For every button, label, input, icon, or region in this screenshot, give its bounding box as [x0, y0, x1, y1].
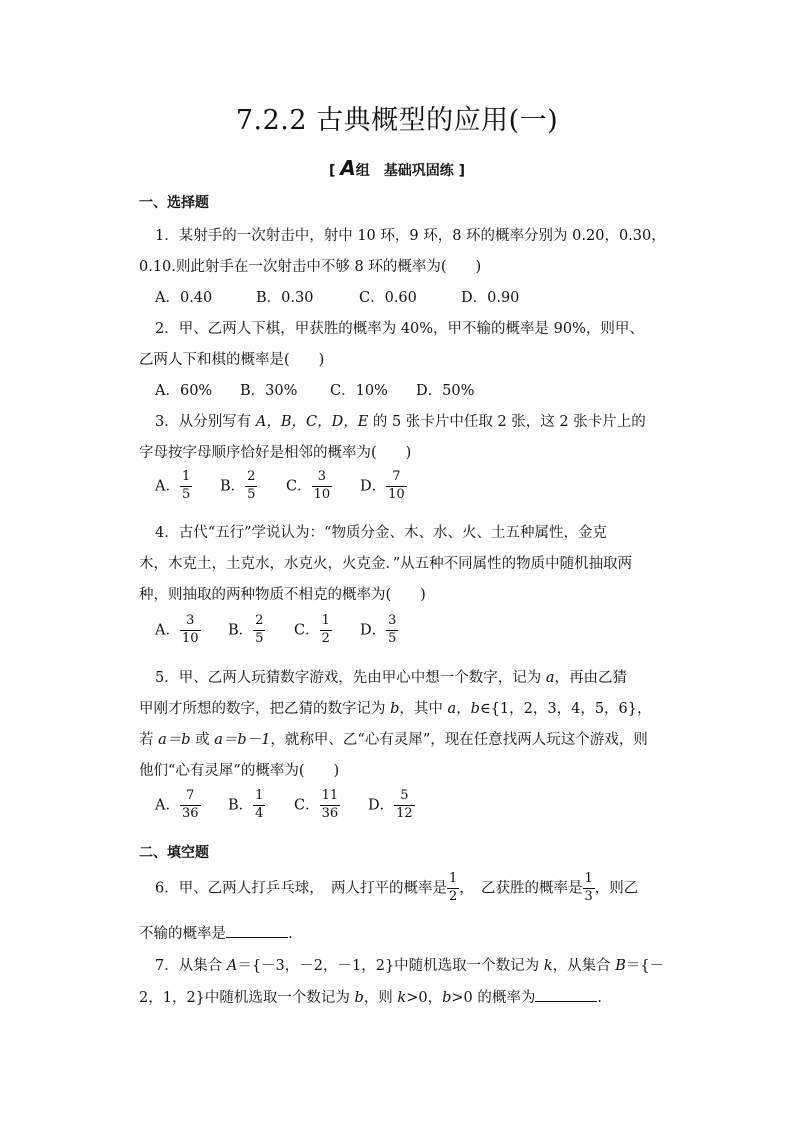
q5-eq-1: a＝b — [158, 732, 191, 748]
q6-period: . — [288, 926, 293, 942]
q4-option-c — [294, 614, 332, 647]
numerator: 3 — [386, 614, 398, 631]
q3-a-label: A． — [155, 478, 180, 495]
group-header — [0, 156, 794, 180]
q4-option-a — [155, 614, 201, 647]
q5-text-4: ，其中 — [399, 701, 448, 717]
denominator: 10 — [181, 630, 199, 646]
numerator: 5 — [394, 789, 415, 806]
q7-var-k: k — [543, 958, 553, 974]
q2-option-d: D．50% — [416, 383, 475, 399]
q5-var-b: b — [390, 701, 400, 717]
q6-text-3: ，则乙 — [594, 880, 639, 897]
q6-line1 — [155, 872, 638, 905]
numerator: 7 — [386, 470, 407, 487]
denominator: 5 — [388, 630, 397, 646]
numerator: 7 — [180, 789, 201, 806]
denominator: 2 — [321, 630, 330, 646]
q7-answer-blank[interactable] — [535, 989, 597, 1002]
q4-b-fraction — [253, 614, 265, 647]
denominator: 12 — [396, 805, 413, 821]
numerator: 2 — [245, 470, 257, 487]
q4-option-d — [360, 614, 398, 647]
q6-text-2: ， 乙获胜的概率是 — [459, 880, 583, 897]
denominator: 3 — [584, 888, 593, 904]
q6-text-4: 不输的概率是 — [139, 926, 226, 942]
q4-line3: 种，则抽取的两种物质不相克的概率为( ) — [139, 587, 426, 603]
q3-option-a — [155, 470, 192, 503]
q7-cond-k: k — [397, 990, 407, 1006]
q5-var-a: a — [545, 670, 555, 686]
q5-text-3: 甲刚才所想的数字，把乙猜的数字记为 — [139, 701, 391, 717]
numerator: 2 — [253, 614, 265, 631]
q5-b-fraction — [253, 789, 265, 822]
q5-vars-ab: a，b — [447, 701, 480, 717]
bracket-open: [ — [328, 163, 336, 179]
numerator: 11 — [320, 789, 341, 806]
denominator: 4 — [255, 805, 264, 821]
q7-text: 7．从集合 — [155, 958, 227, 974]
q7-line1 — [155, 954, 664, 975]
q7-text-6: ，则 — [363, 990, 398, 1006]
q5-option-a — [155, 789, 201, 822]
q7-text-4: ＝{－ — [625, 958, 665, 974]
q5-text: 5．甲、乙两人玩猜数字游戏，先由甲心中想一个数字，记为 — [155, 670, 546, 686]
q5-option-b — [228, 789, 265, 822]
q4-b-label: B． — [228, 622, 254, 639]
q5-line1 — [155, 666, 627, 687]
q3-line2: 字母按字母顺序恰好是相邻的概率为( ) — [139, 445, 412, 461]
q5-a-fraction — [180, 789, 201, 822]
q5-text-2: ，再由乙猜 — [554, 670, 627, 686]
q6-answer-blank[interactable] — [226, 925, 288, 938]
q3-b-fraction — [245, 470, 257, 503]
q2-option-b: B．30% — [240, 383, 298, 399]
q6-fraction-1 — [447, 872, 459, 905]
denominator: 36 — [181, 805, 199, 821]
numerator: 1 — [320, 614, 332, 631]
q4-c-fraction — [320, 614, 332, 647]
q7-text-5: 2，1，2}中随机选取一个数记为 — [139, 990, 355, 1006]
q7-line2 — [139, 986, 602, 1007]
q5-set: ∈{1，2，3，4，5，6}， — [479, 701, 652, 717]
denominator: 2 — [448, 888, 458, 904]
q7-period: . — [597, 990, 602, 1006]
numerator: 3 — [180, 614, 201, 631]
denominator: 10 — [313, 486, 331, 502]
q5-b-label: B． — [228, 797, 254, 814]
group-label: 组 基础巩固练 — [355, 163, 454, 179]
q1-line1: 1．某射手的一次射击中，射中 10 环，9 环，8 环的概率分别为 0.20，0.30， — [155, 228, 666, 244]
q1-option-b: B．0.30 — [256, 290, 314, 306]
q7-set-a: A — [226, 958, 238, 974]
q2-line1: 2．甲、乙两人下棋，甲获胜的概率为 40%，甲不输的概率是 90%，则甲、 — [155, 321, 644, 337]
q4-a-label: A． — [155, 622, 180, 639]
denominator: 5 — [247, 486, 256, 502]
q3-b-label: B． — [220, 478, 246, 495]
q1-option-a: A．0.40 — [155, 290, 213, 306]
q3-d-label: D． — [360, 478, 387, 495]
numerator: 1 — [447, 872, 459, 889]
q7-text-3: ，从集合 — [552, 958, 616, 974]
q7-cond-b: b — [442, 990, 452, 1006]
q5-line3 — [139, 728, 648, 749]
q3-option-d — [360, 470, 407, 503]
q6-text: 6．甲、乙两人打乒乓球， 两人打平的概率是 — [155, 880, 447, 897]
q7-text-2: ＝{－3，－2，－1，2}中随机选取一个数记为 — [237, 958, 544, 974]
q7-text-7: >0， — [406, 990, 443, 1006]
denominator: 5 — [181, 486, 191, 502]
q5-c-label: C． — [294, 797, 320, 814]
q6-line2 — [139, 922, 293, 943]
q3-text: 3．从分别写有 — [155, 414, 256, 430]
denominator: 36 — [321, 805, 339, 821]
q4-d-label: D． — [360, 622, 387, 639]
numerator: 1 — [180, 470, 192, 487]
q5-d-fraction — [394, 789, 415, 822]
bracket-close: ] — [458, 163, 466, 179]
q4-line1: 4．古代“五行”学说认为：“物质分金、木、水、火、土五种属性，金克 — [155, 525, 607, 541]
denominator: 10 — [388, 486, 405, 502]
q3-c-label: C． — [286, 478, 312, 495]
q5-a-label: A． — [155, 797, 180, 814]
q5-or: 或 — [190, 732, 215, 748]
section-fill: 二、填空题 — [139, 845, 209, 861]
q7-text-8: >0 的概率为 — [451, 990, 536, 1006]
q4-option-b — [228, 614, 265, 647]
q6-fraction-2 — [583, 872, 595, 905]
q3-c-fraction — [312, 470, 333, 503]
q4-c-label: C． — [294, 622, 320, 639]
q3-line1 — [155, 410, 646, 431]
q7-set-b: B — [615, 958, 626, 974]
group-letter: A — [340, 156, 356, 180]
q5-option-c — [294, 789, 340, 822]
q5-d-label: D． — [368, 797, 395, 814]
q5-eq-2: a＝b－1 — [214, 732, 271, 748]
section-choice: 一、选择题 — [139, 195, 209, 211]
numerator: 3 — [312, 470, 333, 487]
numerator: 1 — [253, 789, 265, 806]
q4-line2: 木，木克土，土克水，水克火，火克金．”从五种不同属性的物质中随机抽取两 — [139, 556, 633, 572]
q3-a-fraction — [180, 470, 192, 503]
q5-text-5: 若 — [139, 732, 159, 748]
q7-var-b: b — [354, 990, 364, 1006]
q1-option-c: C．0.60 — [359, 290, 417, 306]
denominator: 5 — [255, 630, 264, 646]
page-title: 7.2.2 古典概型的应用(一) — [235, 105, 559, 136]
q3-option-b — [220, 470, 257, 503]
q2-line2: 乙两人下和棋的概率是( ) — [139, 352, 325, 368]
q4-a-fraction — [180, 614, 201, 647]
q5-text-6: ，就称甲、乙“心有灵犀”，现在任意找两人玩这个游戏，则 — [270, 732, 648, 748]
q3-vars: A，B，C，D，E — [255, 414, 369, 430]
q5-option-d — [368, 789, 415, 822]
q3-text-2: 的 5 张卡片中任取 2 张，这 2 张卡片上的 — [368, 414, 646, 430]
q5-line2 — [139, 697, 652, 718]
q4-d-fraction — [386, 614, 398, 647]
q5-line4: 他们“心有灵犀”的概率为( ) — [139, 763, 340, 779]
q2-option-a: A．60% — [155, 383, 213, 399]
q1-line2: 0.10.则此射手在一次射击中不够 8 环的概率为( ) — [139, 259, 482, 275]
q2-option-c: C．10% — [330, 383, 388, 399]
q1-option-d: D．0.90 — [461, 290, 520, 306]
numerator: 1 — [583, 872, 595, 889]
q3-d-fraction — [386, 470, 407, 503]
q5-c-fraction — [320, 789, 341, 822]
q3-option-c — [286, 470, 332, 503]
